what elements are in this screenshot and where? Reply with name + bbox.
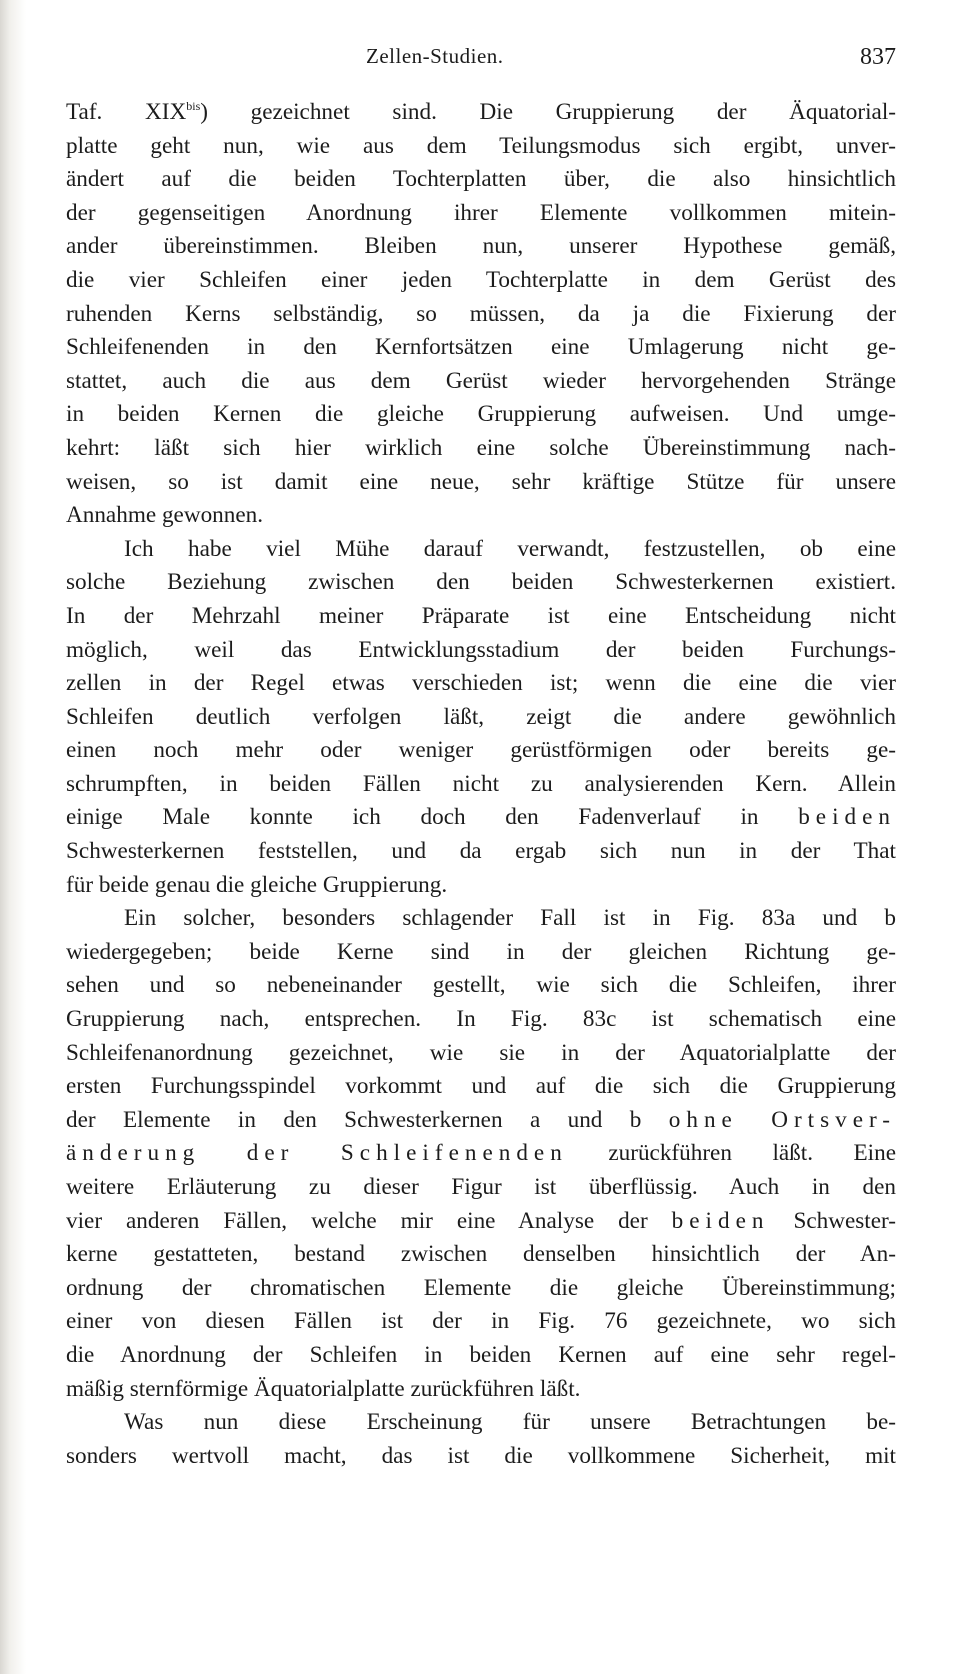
text-line: sehen und so nebeneinander gestellt, wie sich die Schleifen, ihrer	[66, 972, 896, 999]
spaced-emphasis: ohne Ortsver-	[668, 1106, 896, 1133]
text-line: platte geht nun, wie aus dem Teilungsmodus sich ergibt, unver-	[66, 132, 896, 159]
page-header	[66, 44, 896, 80]
text-line: Gruppierung nach, entsprechen. In Fig. 83c ist schematisch eine	[66, 1006, 896, 1033]
text-line	[66, 1205, 896, 1239]
text-line: ordnung der chromatischen Elemente die gleiche Übereinstimmung;	[66, 1274, 896, 1301]
text-line	[66, 1137, 896, 1171]
text-line	[66, 801, 896, 835]
text-line: kerne gestatteten, bestand zwischen denselben hinsichtlich der An-	[66, 1241, 896, 1268]
text-line: mäßig sternförmige Äquatorialplatte zurückführen läßt.	[66, 1375, 581, 1402]
text-line: schrumpften, in beiden Fällen nicht zu analysierenden Kern. Allein	[66, 770, 896, 797]
text-line: kehrt: läßt sich hier wirklich eine solche Übereinstimmung nach-	[66, 434, 896, 461]
paragraph-4	[66, 1406, 896, 1473]
paragraph-1	[66, 96, 896, 533]
text-line: solche Beziehung zwischen den beiden Schwesterkernen existiert.	[66, 569, 896, 596]
paragraph-3	[66, 902, 896, 1406]
text-line: ersten Furchungsspindel vorkommt und auf die sich die Gruppierung	[66, 1073, 896, 1100]
text-line: in beiden Kernen die gleiche Gruppierung aufweisen. Und umge-	[66, 401, 896, 428]
text-line: stattet, auch die aus dem Gerüst wieder hervorgehenden Stränge	[66, 367, 896, 394]
text-line: Ein solcher, besonders schlagender Fall ist in Fig. 83a und b	[124, 905, 896, 932]
text-line: sonders wertvoll macht, das ist die vollkommene Sicherheit, mit	[66, 1442, 896, 1469]
text-run: der Elemente in den Schwesterkernen a und b	[66, 1106, 642, 1133]
text-run: ) gezeichnet sind. Die Gruppierung der Äquatorial-	[200, 99, 896, 125]
text-line: ändert auf die beiden Tochterplatten über, die also hinsichtlich	[66, 166, 896, 193]
body-text	[66, 96, 896, 1473]
text-line: die vier Schleifen einer jeden Tochterplatte in dem Gerüst des	[66, 266, 896, 293]
text-line: Schwesterkernen feststellen, und da ergab sich nun in der That	[66, 838, 896, 865]
text-line: weisen, so ist damit eine neue, sehr kräftige Stütze für unsere	[66, 468, 896, 495]
text-line: der gegenseitigen Anordnung ihrer Elemente vollkommen mitein-	[66, 199, 896, 226]
text-line: ander übereinstimmen. Bleiben nun, unserer Hypothese gemäß,	[66, 233, 896, 260]
text-line: möglich, weil das Entwicklungsstadium der beiden Furchungs-	[66, 636, 896, 663]
text-line: Schleifenanordnung gezeichnet, wie sie in der Aquatorialplatte der	[66, 1039, 896, 1066]
superscript: bis	[186, 99, 201, 113]
spaced-emphasis: beiden	[671, 1207, 770, 1234]
text-line: weitere Erläuterung zu dieser Figur ist überflüssig. Auch in den	[66, 1174, 896, 1200]
text-line: für beide genau die gleiche Gruppierung.	[66, 871, 448, 898]
text-line: wiedergegeben; beide Kerne sind in der gleichen Richtung ge-	[66, 938, 896, 965]
text-line: Ich habe viel Mühe darauf verwandt, festzustellen, ob eine	[124, 535, 896, 562]
text-run: zurückführen läßt. Eine	[608, 1140, 896, 1167]
text-line	[66, 1104, 896, 1138]
running-title: Zellen-Studien.	[366, 44, 504, 68]
text-run: Schwester-	[793, 1207, 896, 1234]
text-line: Schleifen deutlich verfolgen läßt, zeigt die andere gewöhnlich	[66, 703, 896, 730]
page-number: 837	[860, 44, 896, 70]
text-line: einer von diesen Fällen ist der in Fig. 76 gezeichnete, wo sich	[66, 1308, 896, 1335]
text-line: In der Mehrzahl meiner Präparate ist eine Entscheidung nicht	[66, 602, 896, 629]
spaced-emphasis: änderung der Schleifenenden	[66, 1140, 568, 1167]
text-line	[66, 96, 896, 130]
text-line: Was nun diese Erscheinung für unsere Betrachtungen be-	[124, 1409, 896, 1436]
paragraph-2	[66, 533, 896, 903]
text-line: Annahme gewonnen.	[66, 502, 264, 529]
text-run: einige Male konnte ich doch den Fadenverlauf in	[66, 804, 759, 831]
text-run: Taf. XIX	[66, 99, 187, 125]
text-line: ruhenden Kerns selbständig, so müssen, da ja die Fixierung der	[66, 300, 896, 327]
text-line: zellen in der Regel etwas verschieden ist; wenn die eine die vier	[66, 670, 896, 697]
text-line: einen noch mehr oder weniger gerüstförmigen oder bereits ge-	[66, 737, 896, 764]
spaced-emphasis: beiden	[798, 804, 896, 831]
text-run: vier anderen Fällen, welche mir eine Analyse der	[66, 1207, 648, 1234]
text-line: Schleifenenden in den Kernfortsätzen eine Umlagerung nicht ge-	[66, 334, 896, 361]
text-line: die Anordnung der Schleifen in beiden Kernen auf eine sehr regel-	[66, 1341, 896, 1368]
